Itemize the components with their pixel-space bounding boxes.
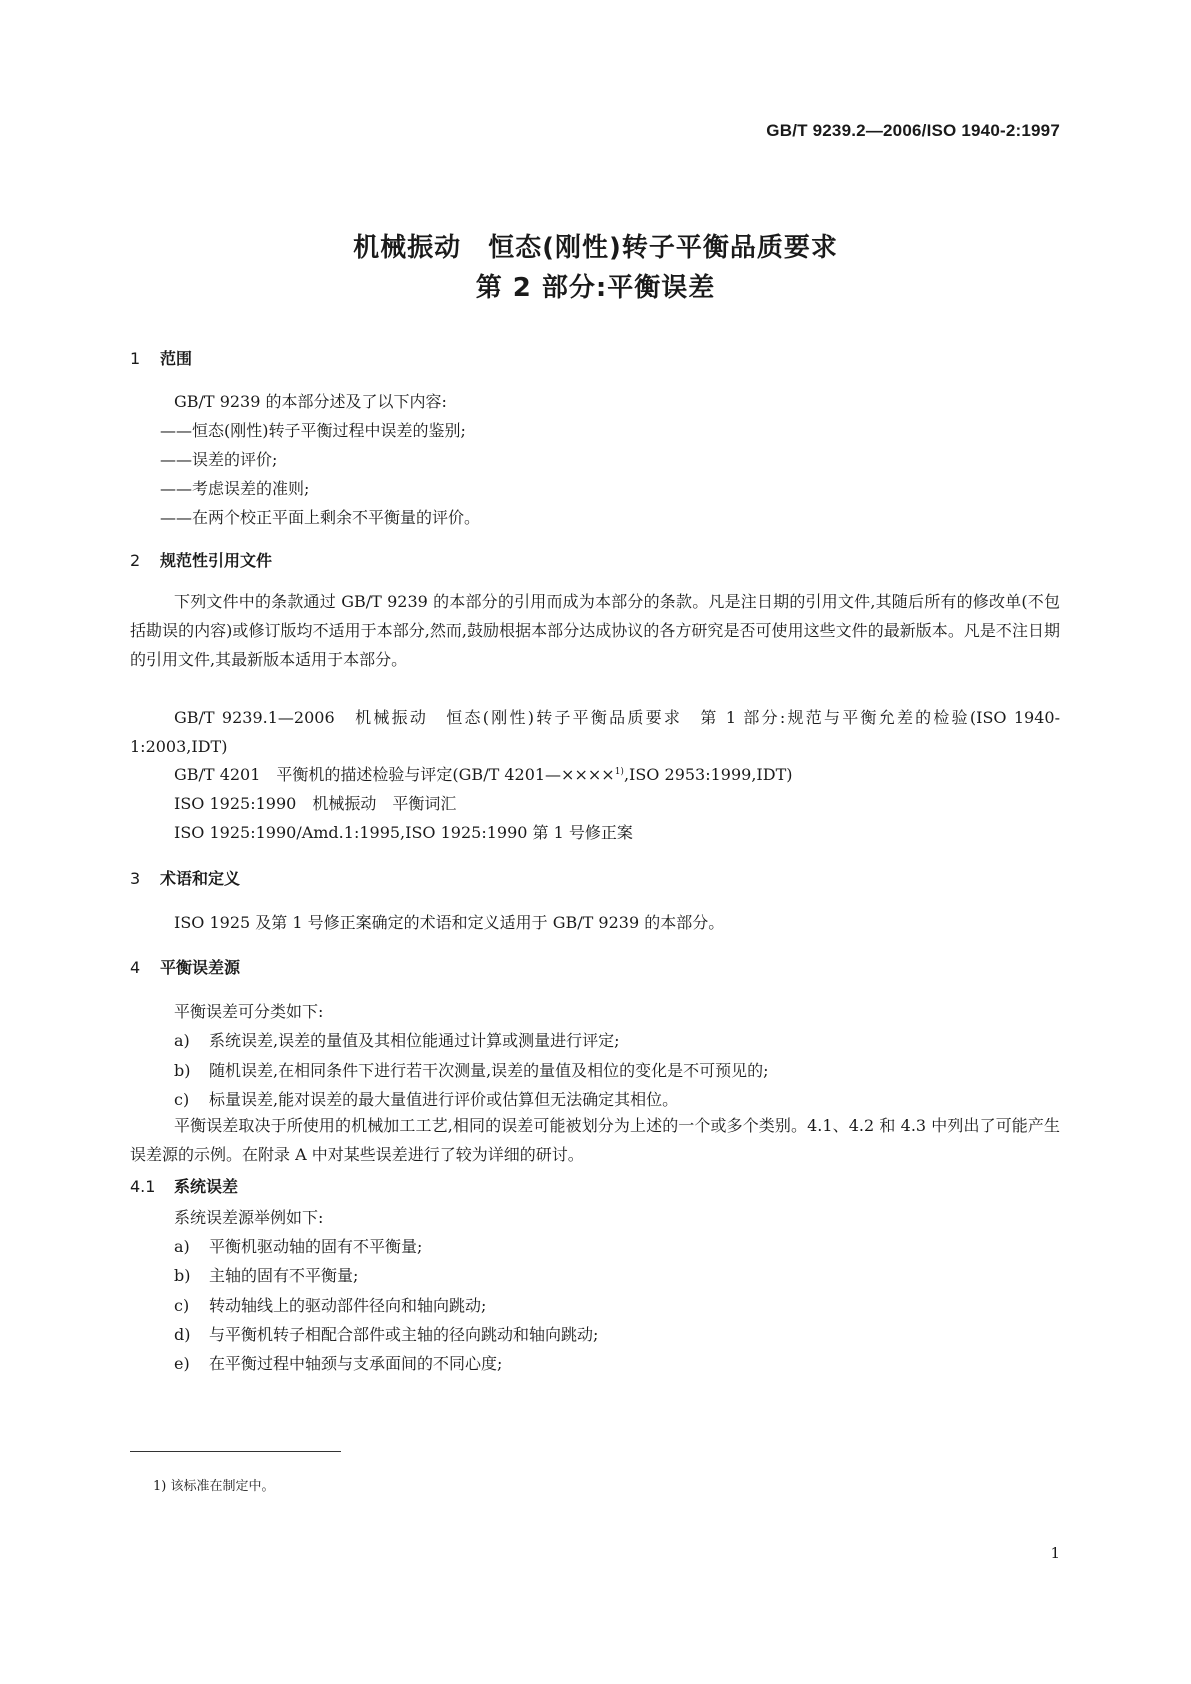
standard-code: GB/T 9239.2—2006/ISO 1940-2:1997 [766, 121, 1060, 140]
list-text: 主轴的固有不平衡量; [209, 1266, 359, 1285]
section-number: 2 [130, 551, 141, 570]
section-3-paragraph: ISO 1925 及第 1 号修正案确定的术语和定义适用于 GB/T 9239 的本部分。 [174, 913, 725, 932]
list-item: ——在两个校正平面上剩余不平衡量的评价。 [160, 508, 481, 527]
list-label: a) [174, 1237, 190, 1256]
section-number: 3 [130, 869, 141, 888]
section-3-heading [130, 866, 240, 889]
reference-text: ,ISO 2953:1999,IDT) [623, 765, 793, 784]
list-label: c) [174, 1090, 190, 1109]
reference-item [174, 762, 792, 785]
document-title-line2: 第 2 部分:平衡误差 [475, 273, 716, 303]
list-item [174, 1058, 769, 1081]
list-text: 标量误差,能对误差的最大量值进行评价或估算但无法确定其相位。 [209, 1090, 679, 1109]
list-label: e) [174, 1354, 190, 1373]
section-1-intro: GB/T 9239 的本部分述及了以下内容: [174, 392, 447, 411]
section-number: 4 [130, 958, 141, 977]
footnote: 1) 该标准在制定中。 [153, 1479, 275, 1494]
list-item [174, 1263, 358, 1286]
list-item: ——恒态(刚性)转子平衡过程中误差的鉴别; [160, 421, 466, 440]
list-label: d) [174, 1325, 191, 1344]
section-1-heading [130, 346, 192, 369]
list-item [174, 1028, 619, 1051]
list-item [174, 1293, 486, 1316]
section-4-1-intro: 系统误差源举例如下: [174, 1208, 324, 1227]
document-title-line1: 机械振动 恒态(刚性)转子平衡品质要求 [353, 233, 838, 263]
reference-text: GB/T 4201 平衡机的描述检验与评定(GB/T 4201—×××× [174, 765, 615, 784]
list-text: 随机误差,在相同条件下进行若干次测量,误差的量值及相位的变化是不可预见的; [209, 1061, 769, 1080]
section-number: 1 [130, 349, 141, 368]
section-number: 4.1 [130, 1177, 156, 1196]
list-item: ——误差的评价; [160, 450, 278, 469]
section-title: 规范性引用文件 [160, 551, 273, 570]
list-text: 与平衡机转子相配合部件或主轴的径向跳动和轴向跳动; [209, 1325, 599, 1344]
page-number: 1 [1050, 1544, 1060, 1562]
reference-item: ISO 1925:1990/Amd.1:1995,ISO 1925:1990 第 1 号修正案 [174, 823, 633, 842]
section-4-intro: 平衡误差可分类如下: [174, 1002, 324, 1021]
reference-item: ISO 1925:1990 机械振动 平衡词汇 [174, 794, 457, 813]
list-label: c) [174, 1296, 190, 1315]
list-item [174, 1322, 598, 1345]
section-4-1-heading [130, 1174, 238, 1197]
section-2-paragraph: 下列文件中的条款通过 GB/T 9239 的本部分的引用而成为本部分的条款。凡是注日期的引用文件,其随后所有的修改单(不包括勘误的内容)或修订版均不适用于本部分,然而,鼓励根据本部分达成协议的各方研究是否可使用这些文件的最新版本。凡是不注日期的引用文件,其最新版本适用于本部分。 [130, 592, 1060, 669]
section-2-heading [130, 548, 272, 571]
list-text: 系统误差,误差的量值及其相位能通过计算或测量进行评定; [209, 1031, 620, 1050]
section-title: 术语和定义 [160, 869, 241, 888]
list-label: b) [174, 1061, 191, 1080]
list-item: ——考虑误差的准则; [160, 479, 310, 498]
list-text: 在平衡过程中轴颈与支承面间的不同心度; [209, 1354, 503, 1373]
list-text: 转动轴线上的驱动部件径向和轴向跳动; [209, 1296, 487, 1315]
list-label: b) [174, 1266, 191, 1285]
list-item [174, 1351, 502, 1374]
section-title: 系统误差 [174, 1177, 239, 1196]
list-label: a) [174, 1031, 190, 1050]
section-title: 平衡误差源 [160, 958, 241, 977]
footnote-divider [130, 1451, 341, 1452]
reference-item: GB/T 9239.1—2006 机械振动 恒态(刚性)转子平衡品质要求 第 1 部分:规范与平衡允差的检验(ISO 1940-1:2003,IDT) [130, 708, 1060, 756]
section-4-paragraph: 平衡误差取决于所使用的机械加工工艺,相同的误差可能被划分为上述的一个或多个类别。4.1、4.2 和 4.3 中列出了可能产生误差源的示例。在附录 A 中对某些误差进行了较为详细的研讨。 [130, 1116, 1060, 1164]
list-item [174, 1234, 422, 1257]
section-4-heading [130, 955, 240, 978]
list-item [174, 1087, 678, 1110]
section-title: 范围 [160, 349, 193, 368]
list-text: 平衡机驱动轴的固有不平衡量; [209, 1237, 423, 1256]
footnote-marker: 1) [614, 767, 624, 777]
